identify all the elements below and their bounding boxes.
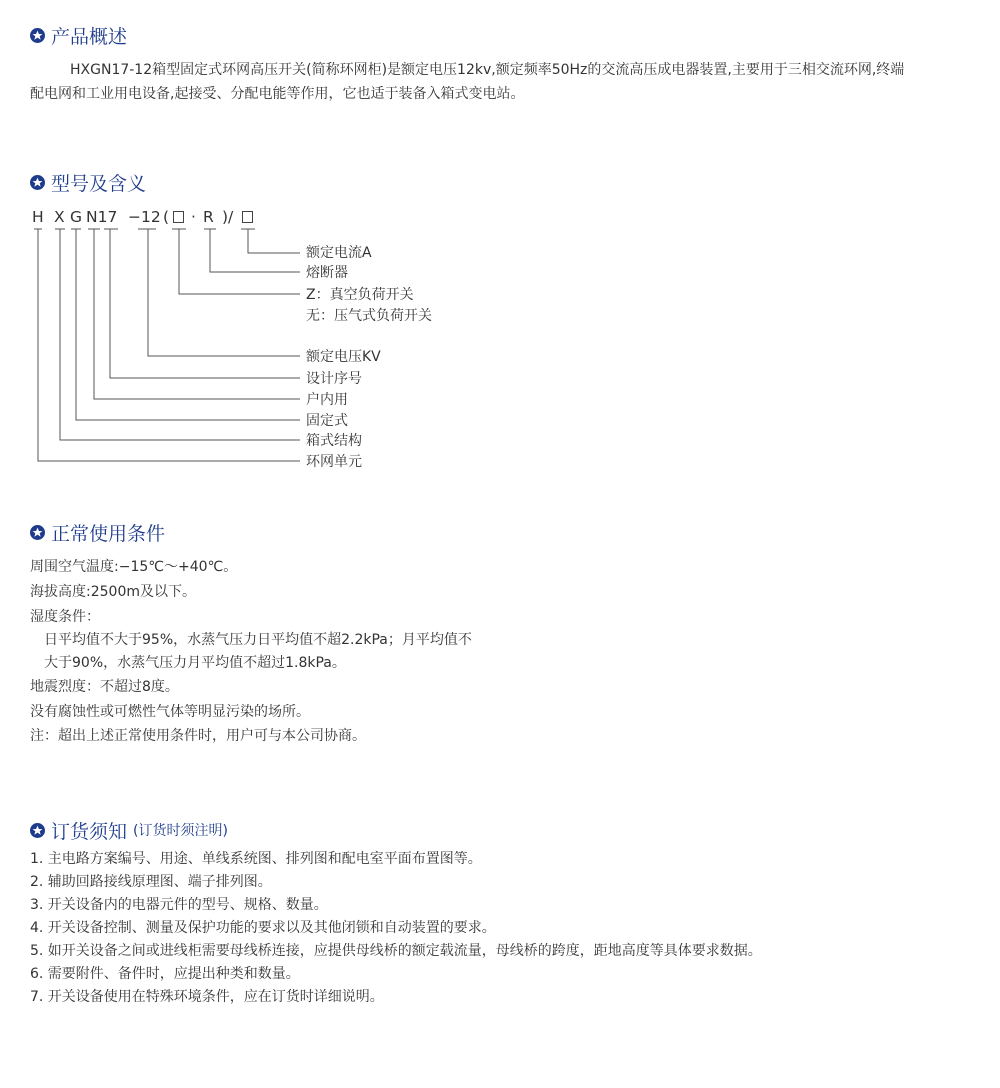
code-char-g: G bbox=[70, 208, 83, 226]
code-char-dot: · bbox=[191, 208, 196, 226]
condition-temperature: 周围空气温度:−15℃～+40℃。 bbox=[30, 559, 238, 575]
condition-pollution: 没有腐蚀性或可燃性气体等明显污染的场所。 bbox=[30, 704, 310, 720]
code-char-x: X bbox=[54, 208, 65, 226]
order-item: 4. 开关设备控制、测量及保护功能的要求以及其他闭锁和自动装置的要求。 bbox=[30, 920, 496, 936]
order-item: 5. 如开关设备之间或进线柜需要母线桥连接，应提供母线桥的额定载流量，母线桥的跨度，距地高度等具体要求数据。 bbox=[30, 943, 762, 959]
code-char-rparen-slash: )/ bbox=[222, 208, 234, 226]
section-title: 订货须知 bbox=[51, 820, 128, 843]
legend-box-structure: 箱式结构 bbox=[306, 433, 362, 449]
section-title: 正常使用条件 bbox=[51, 522, 166, 545]
condition-note: 注：超出上述正常使用条件时，用户可与本公司协商。 bbox=[30, 728, 366, 744]
overview-line: 配电网和工业用电设备,起接受、分配电能等作用，它也适于装备入箱式变电站。 bbox=[30, 86, 525, 102]
code-char-r: R bbox=[203, 208, 214, 226]
condition-humidity-detail: 大于90%，水蒸气压力月平均值不超过1.8kPa。 bbox=[44, 655, 346, 671]
legend-fixed: 固定式 bbox=[306, 413, 348, 429]
order-item: 2. 辅助回路接线原理图、端子排列图。 bbox=[30, 874, 272, 890]
section-title: 型号及含义 bbox=[51, 172, 147, 195]
order-item: 6. 需要附件、备件时，应提出种类和数量。 bbox=[30, 966, 300, 982]
legend-design-number: 设计序号 bbox=[306, 371, 362, 387]
legend-rated-current: 额定电流A bbox=[306, 245, 372, 261]
star-circle-icon bbox=[30, 823, 45, 838]
condition-humidity-label: 湿度条件： bbox=[30, 609, 100, 625]
code-char-dash12: −12 bbox=[128, 208, 161, 226]
model-diagram-lines bbox=[0, 0, 1000, 480]
order-item: 1. 主电路方案编号、用途、单线系统图、排列图和配电室平面布置图等。 bbox=[30, 851, 482, 867]
section-header-ordering bbox=[30, 817, 228, 843]
legend-indoor: 户内用 bbox=[306, 392, 348, 408]
legend-ring-unit: 环网单元 bbox=[306, 454, 362, 470]
code-char-n17: N17 bbox=[86, 208, 118, 226]
condition-altitude: 海拔高度:2500m及以下。 bbox=[30, 584, 196, 600]
code-char-lparen: ( bbox=[163, 208, 170, 226]
star-circle-icon bbox=[30, 525, 45, 540]
condition-seismic: 地震烈度：不超过8度。 bbox=[30, 679, 179, 695]
overview-line: HXGN17-12箱型固定式环网高压开关(简称环网柜)是额定电压12kv,额定频率50Hz的交流高压成电器装置,主要用于三相交流环网,终端 bbox=[70, 62, 905, 78]
legend-rated-voltage: 额定电压KV bbox=[306, 349, 381, 365]
section-title-note: (订货时须注明) bbox=[133, 823, 228, 839]
order-item: 3. 开关设备内的电器元件的型号、规格、数量。 bbox=[30, 897, 328, 913]
order-item: 7. 开关设备使用在特殊环境条件，应在订货时详细说明。 bbox=[30, 989, 384, 1005]
condition-humidity-detail: 日平均值不大于95%，水蒸气压力日平均值不超2.2kPa；月平均值不 bbox=[44, 632, 472, 648]
legend-fuse: 熔断器 bbox=[306, 265, 348, 281]
section-title: 产品概述 bbox=[51, 25, 128, 48]
legend-vacuum-switch: Z：真空负荷开关 bbox=[306, 287, 414, 303]
section-header-conditions bbox=[30, 519, 165, 545]
legend-air-switch: 无：压气式负荷开关 bbox=[306, 308, 432, 324]
code-char-h: H bbox=[32, 208, 44, 226]
